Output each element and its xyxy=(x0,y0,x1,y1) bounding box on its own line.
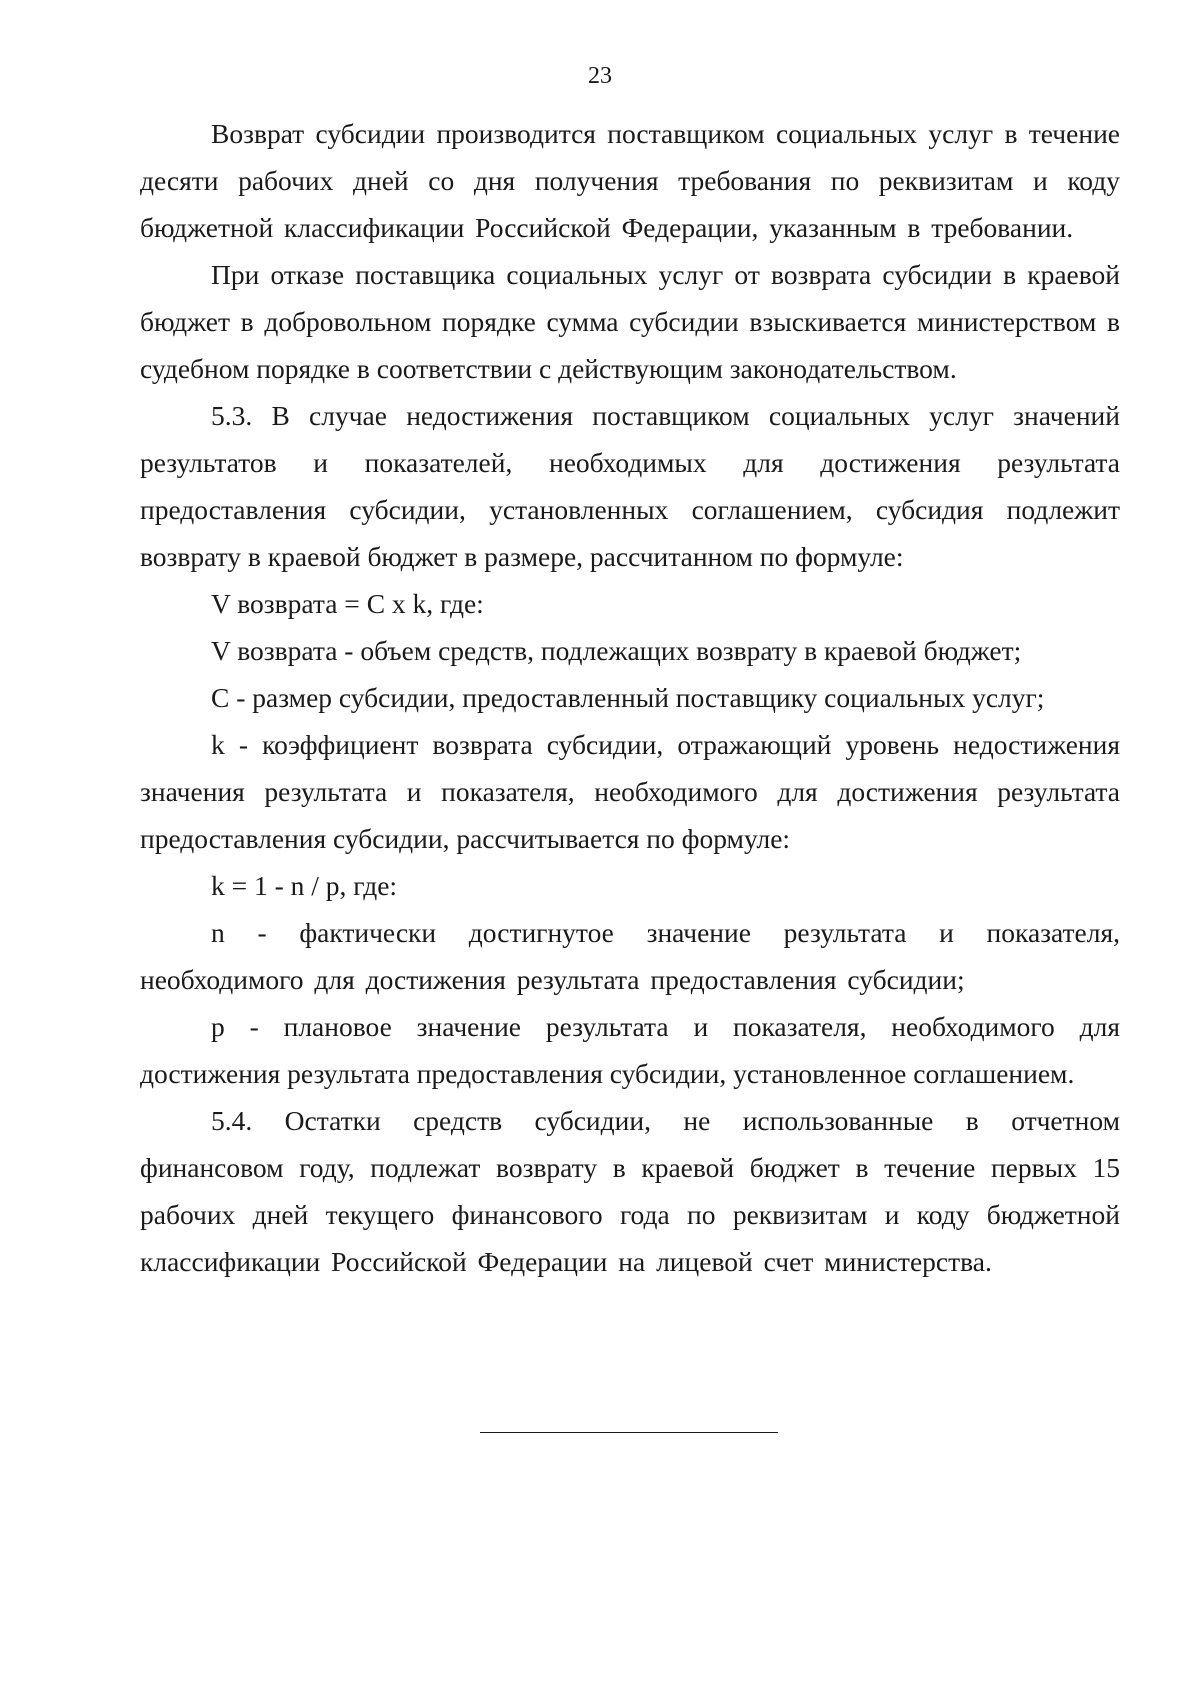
paragraph-section-5-4: 5.4. Остатки средств субсидии, не использованные в отчетном финансовом году, подлежат возврату в краевой бюджет в течение первых 15 рабочих дней текущего финансового года по реквизитам и коду бюджетной классификации Российской Федерации на лицевой счет министерства. xyxy=(140,1105,1120,1277)
definition-p: p - плановое значение результата и показателя, необходимого для достижения результата предоставления субсидии, установленное соглашением. xyxy=(140,1011,1120,1089)
formula-v-return: V возврата = C x k, где: xyxy=(211,588,484,619)
formula-k: k = 1 - n / p, где: xyxy=(211,870,398,901)
paragraph-section-5-3: 5.3. В случае недостижения поставщиком социальных услуг значений результатов и показателей, необходимых для достижения результата предоставления субсидии, установленных соглашением, субсидия подлежит возврату в краевой бюджет в размере, рассчитанном по формуле: xyxy=(140,400,1120,572)
definition-n: n - фактически достигнутое значение результата и показателя, необходимого для достижения результата предоставления субсидии; xyxy=(140,917,1120,995)
definition-c: C - размер субсидии, предоставленный поставщику социальных услуг; xyxy=(211,682,1045,713)
paragraph-subsidy-return-term: Возврат субсидии производится поставщиком социальных услуг в течение десяти рабочих дней со дня получения требования по реквизитам и коду бюджетной классификации Российской Федерации, указанным в требовании. xyxy=(140,118,1120,243)
definition-k: k - коэффициент возврата субсидии, отражающий уровень недостижения значения результата и показателя, необходимого для достижения результата предоставления субсидии, рассчитывается по формуле: xyxy=(140,729,1120,854)
page-number: 23 xyxy=(588,63,612,89)
definition-v-return: V возврата - объем средств, подлежащих возврату в краевой бюджет; xyxy=(211,635,1022,666)
document-body xyxy=(140,110,1120,1285)
paragraph-refusal-recovery: При отказе поставщика социальных услуг от возврата субсидии в краевой бюджет в добровольном порядке сумма субсидии взыскивается министерством в судебном порядке в соответствии с действующим законодательством. xyxy=(140,259,1120,384)
end-divider-line xyxy=(480,1432,778,1433)
